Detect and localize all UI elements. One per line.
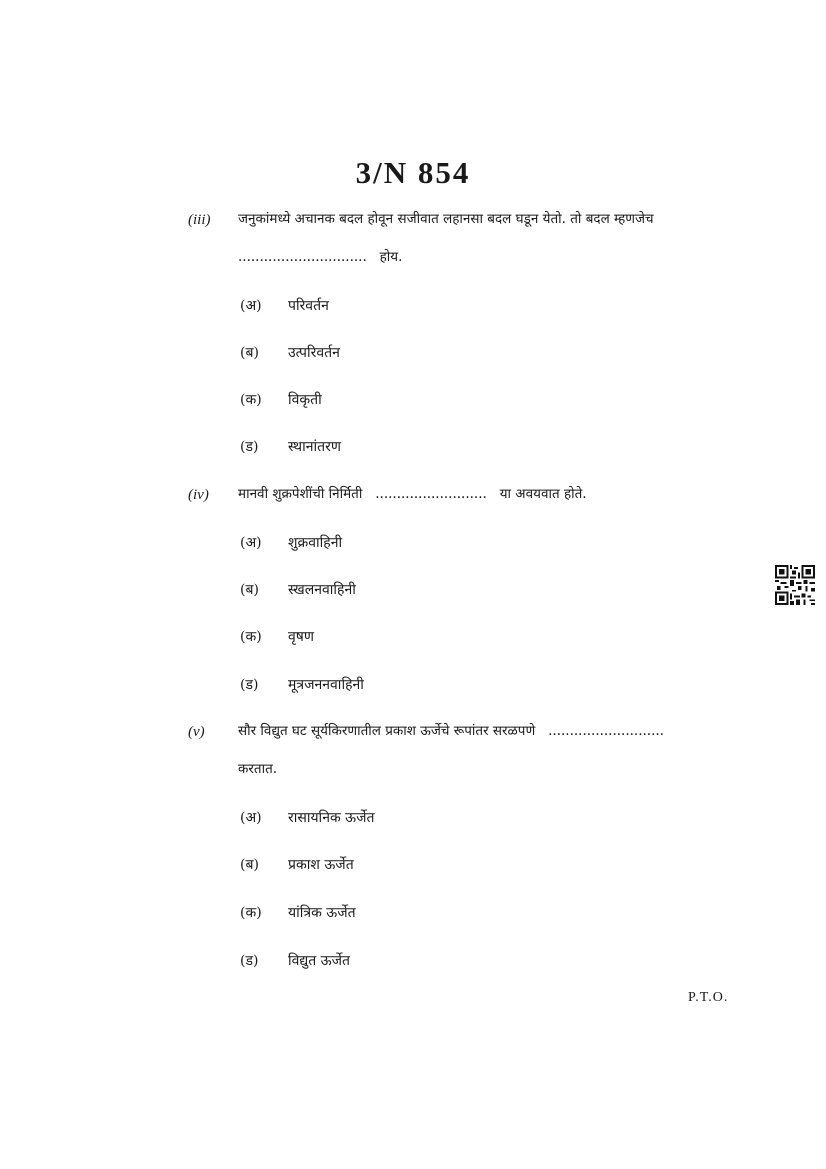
option-text: यांत्रिक ऊर्जेत bbox=[288, 905, 356, 921]
option-text: विकृती bbox=[288, 392, 322, 408]
option-v-b[interactable] bbox=[240, 855, 354, 874]
answer-blank-iv: .......................... bbox=[375, 486, 487, 502]
option-iv-b[interactable] bbox=[240, 580, 356, 599]
page-turn-note: P.T.O. bbox=[688, 990, 729, 1005]
option-text: परिवर्तन bbox=[288, 298, 329, 314]
option-label: (अ) bbox=[240, 535, 262, 551]
paper-code: 3/N 854 bbox=[355, 155, 471, 190]
question-text-iv bbox=[238, 475, 743, 513]
option-label: (ड) bbox=[240, 677, 259, 693]
option-text: वृषण bbox=[288, 629, 314, 645]
option-label: (ब) bbox=[240, 582, 259, 598]
option-text: स्थानांतरण bbox=[288, 439, 341, 455]
question-text-v-line1: सौर विद्युत घट सूर्यकिरणातील प्रकाश ऊर्जेचे रूपांतर सरळपणे bbox=[238, 723, 536, 739]
option-text: उत्परिवर्तन bbox=[288, 345, 340, 361]
question-text-iii bbox=[238, 200, 743, 276]
option-label: (क) bbox=[240, 629, 262, 645]
option-text: स्खलनवाहिनी bbox=[288, 582, 356, 598]
option-label: (ड) bbox=[240, 439, 259, 455]
option-v-d[interactable] bbox=[240, 951, 350, 970]
option-label: (क) bbox=[240, 905, 262, 921]
option-iii-d[interactable] bbox=[240, 437, 341, 456]
option-label: (ड) bbox=[240, 953, 259, 969]
question-number-iii: (iii) bbox=[188, 212, 211, 228]
option-iii-b[interactable] bbox=[240, 343, 340, 362]
question-text-iii-line1: जनुकांमध्ये अचानक बदल होवून सजीवात लहानसा बदल घडून येतो. तो बदल म्हणजेच bbox=[238, 211, 654, 227]
option-iv-c[interactable] bbox=[240, 627, 314, 646]
option-label: (अ) bbox=[240, 810, 262, 826]
option-iii-a[interactable] bbox=[240, 296, 329, 315]
option-text: प्रकाश ऊर्जेत bbox=[288, 857, 354, 873]
option-label: (क) bbox=[240, 392, 262, 408]
question-text-iii-end: होय. bbox=[379, 249, 403, 265]
answer-blank-iii: .............................. bbox=[238, 249, 367, 265]
option-label: (ब) bbox=[240, 857, 259, 873]
option-v-a[interactable] bbox=[240, 808, 375, 827]
question-text-iv-start: मानवी शुक्रपेशींची निर्मिती bbox=[238, 486, 363, 502]
answer-blank-v: ........................... bbox=[548, 723, 664, 739]
option-v-c[interactable] bbox=[240, 903, 356, 922]
option-iv-a[interactable] bbox=[240, 533, 342, 552]
option-text: मूत्रजननवाहिनी bbox=[288, 677, 364, 693]
qr-code-icon bbox=[775, 565, 815, 605]
question-number-v: (v) bbox=[188, 724, 205, 740]
option-iv-d[interactable] bbox=[240, 675, 364, 694]
option-label: (ब) bbox=[240, 345, 259, 361]
question-text-v-line2: करतात. bbox=[238, 761, 278, 777]
option-text: शुक्रवाहिनी bbox=[288, 535, 343, 551]
option-text: विद्युत ऊर्जेत bbox=[288, 953, 351, 969]
option-label: (अ) bbox=[240, 298, 262, 314]
question-text-iv-end: या अवयवात होते. bbox=[499, 486, 587, 502]
question-number-iv: (iv) bbox=[188, 487, 209, 503]
option-iii-c[interactable] bbox=[240, 390, 322, 409]
question-text-v bbox=[238, 712, 743, 788]
option-text: रासायनिक ऊर्जेत bbox=[288, 810, 375, 826]
